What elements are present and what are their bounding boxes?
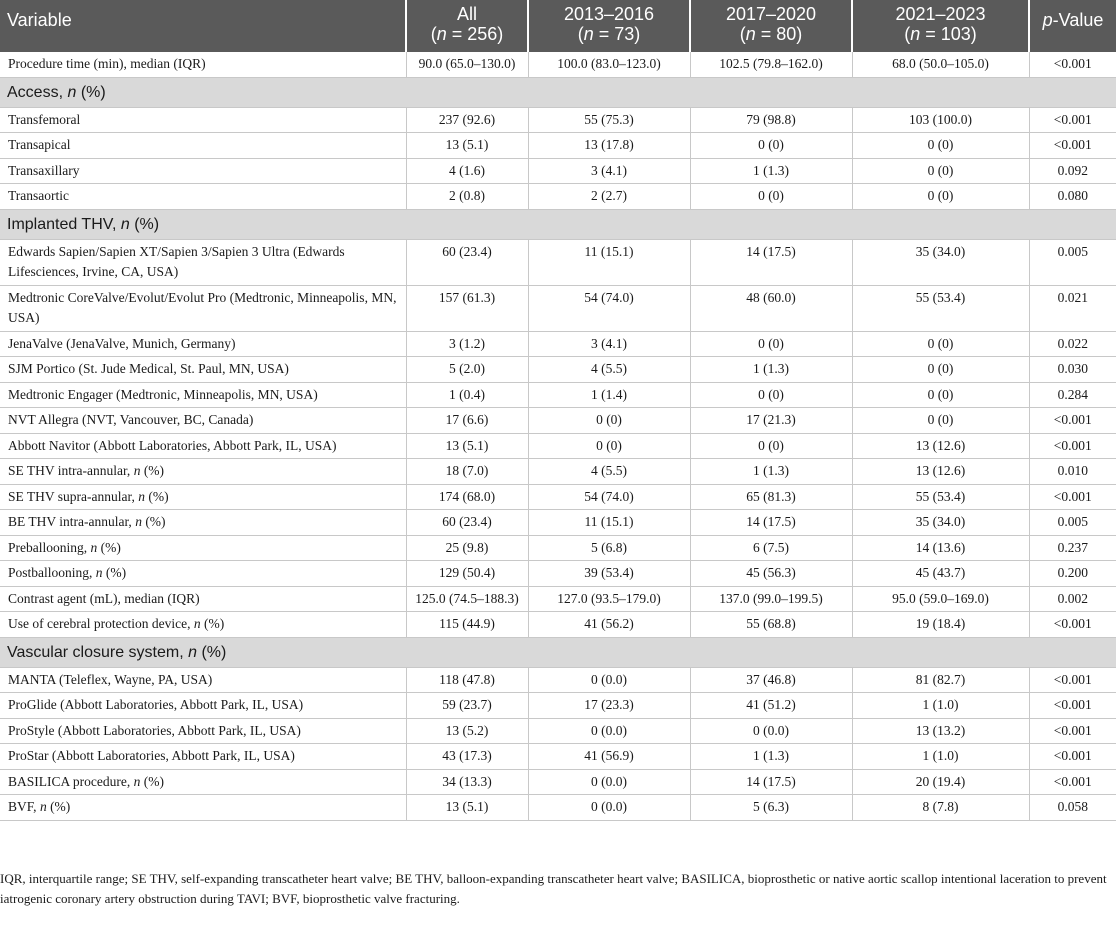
value-all: 13 (5.1): [406, 795, 528, 821]
value-2017-2020: 0 (0): [690, 133, 852, 159]
value-p: 0.022: [1029, 331, 1116, 357]
value-2017-2020: 102.5 (79.8–162.0): [690, 52, 852, 77]
value-2017-2020: 48 (60.0): [690, 285, 852, 331]
value-2021-2023: 0 (0): [852, 408, 1029, 434]
table-row: [0, 433, 1116, 459]
value-all: 115 (44.9): [406, 612, 528, 638]
value-2013-2016: 17 (23.3): [528, 693, 690, 719]
value-p: <0.001: [1029, 693, 1116, 719]
value-2021-2023: 45 (43.7): [852, 561, 1029, 587]
table-row: [0, 667, 1116, 693]
row-label: BE THV intra-annular, n (%): [0, 510, 406, 536]
value-2017-2020: 1 (1.3): [690, 459, 852, 485]
value-2017-2020: 1 (1.3): [690, 158, 852, 184]
table-row: [0, 158, 1116, 184]
value-all: 5 (2.0): [406, 357, 528, 383]
value-all: 25 (9.8): [406, 535, 528, 561]
value-p: <0.001: [1029, 133, 1116, 159]
value-2013-2016: 0 (0.0): [528, 667, 690, 693]
row-label: SE THV supra-annular, n (%): [0, 484, 406, 510]
value-p: 0.237: [1029, 535, 1116, 561]
value-p: 0.058: [1029, 795, 1116, 821]
value-p: 0.005: [1029, 239, 1116, 285]
row-label: BVF, n (%): [0, 795, 406, 821]
table-row: [0, 52, 1116, 77]
row-label: SJM Portico (St. Jude Medical, St. Paul, MN, USA): [0, 357, 406, 383]
value-2013-2016: 4 (5.5): [528, 459, 690, 485]
value-2021-2023: 35 (34.0): [852, 239, 1029, 285]
value-2017-2020: 6 (7.5): [690, 535, 852, 561]
value-2021-2023: 0 (0): [852, 331, 1029, 357]
value-2017-2020: 14 (17.5): [690, 239, 852, 285]
section-row-access-n: [0, 77, 1116, 107]
row-label: Procedure time (min), median (IQR): [0, 52, 406, 77]
value-all: 237 (92.6): [406, 107, 528, 133]
table-row: [0, 744, 1116, 770]
value-all: 125.0 (74.5–188.3): [406, 586, 528, 612]
row-label: Transaortic: [0, 184, 406, 210]
row-label: Use of cerebral protection device, n (%): [0, 612, 406, 638]
table-row: [0, 612, 1116, 638]
value-all: 59 (23.7): [406, 693, 528, 719]
value-p: <0.001: [1029, 52, 1116, 77]
value-2017-2020: 79 (98.8): [690, 107, 852, 133]
value-all: 129 (50.4): [406, 561, 528, 587]
row-label: ProStyle (Abbott Laboratories, Abbott Park, IL, USA): [0, 718, 406, 744]
value-2017-2020: 14 (17.5): [690, 769, 852, 795]
value-2013-2016: 3 (4.1): [528, 158, 690, 184]
table-row: [0, 510, 1116, 536]
value-2021-2023: 19 (18.4): [852, 612, 1029, 638]
row-label: ProStar (Abbott Laboratories, Abbott Park, IL, USA): [0, 744, 406, 770]
value-2017-2020: 14 (17.5): [690, 510, 852, 536]
row-label: Contrast agent (mL), median (IQR): [0, 586, 406, 612]
table-row: [0, 107, 1116, 133]
value-2021-2023: 55 (53.4): [852, 484, 1029, 510]
value-2017-2020: 37 (46.8): [690, 667, 852, 693]
row-label: MANTA (Teleflex, Wayne, PA, USA): [0, 667, 406, 693]
value-2021-2023: 0 (0): [852, 133, 1029, 159]
value-2013-2016: 0 (0): [528, 408, 690, 434]
value-2017-2020: 1 (1.3): [690, 744, 852, 770]
value-2021-2023: 13 (13.2): [852, 718, 1029, 744]
value-p: <0.001: [1029, 667, 1116, 693]
row-label: Transaxillary: [0, 158, 406, 184]
value-2021-2023: 35 (34.0): [852, 510, 1029, 536]
row-label: ProGlide (Abbott Laboratories, Abbott Park, IL, USA): [0, 693, 406, 719]
table-row: [0, 285, 1116, 331]
row-label: JenaValve (JenaValve, Munich, Germany): [0, 331, 406, 357]
table-row: [0, 331, 1116, 357]
value-p: <0.001: [1029, 769, 1116, 795]
value-all: 18 (7.0): [406, 459, 528, 485]
header-col-2013-2016: 2013–2016 (n = 73): [528, 0, 690, 52]
value-p: <0.001: [1029, 433, 1116, 459]
header-variable: Variable: [0, 0, 406, 52]
row-label: SE THV intra-annular, n (%): [0, 459, 406, 485]
value-p: 0.030: [1029, 357, 1116, 383]
value-2013-2016: 4 (5.5): [528, 357, 690, 383]
value-2017-2020: 17 (21.3): [690, 408, 852, 434]
value-2013-2016: 3 (4.1): [528, 331, 690, 357]
row-label: Transapical: [0, 133, 406, 159]
row-label: Medtronic CoreValve/Evolut/Evolut Pro (Medtronic, Minneapolis, MN, USA): [0, 285, 406, 331]
value-p: <0.001: [1029, 408, 1116, 434]
row-label: NVT Allegra (NVT, Vancouver, BC, Canada): [0, 408, 406, 434]
value-all: 1 (0.4): [406, 382, 528, 408]
value-2013-2016: 11 (15.1): [528, 510, 690, 536]
section-row-vascular-closure-system-n: [0, 637, 1116, 667]
table-row: [0, 795, 1116, 821]
value-p: <0.001: [1029, 107, 1116, 133]
value-all: 60 (23.4): [406, 239, 528, 285]
value-2013-2016: 0 (0): [528, 433, 690, 459]
value-2017-2020: 137.0 (99.0–199.5): [690, 586, 852, 612]
value-2021-2023: 13 (12.6): [852, 459, 1029, 485]
value-2017-2020: 65 (81.3): [690, 484, 852, 510]
value-2021-2023: 0 (0): [852, 158, 1029, 184]
value-all: 60 (23.4): [406, 510, 528, 536]
value-2017-2020: 0 (0): [690, 184, 852, 210]
value-2017-2020: 0 (0): [690, 382, 852, 408]
value-2021-2023: 95.0 (59.0–169.0): [852, 586, 1029, 612]
value-2013-2016: 2 (2.7): [528, 184, 690, 210]
value-p: 0.200: [1029, 561, 1116, 587]
value-2017-2020: 0 (0): [690, 433, 852, 459]
value-all: 2 (0.8): [406, 184, 528, 210]
value-p: 0.092: [1029, 158, 1116, 184]
value-p: <0.001: [1029, 718, 1116, 744]
value-2013-2016: 39 (53.4): [528, 561, 690, 587]
value-all: 90.0 (65.0–130.0): [406, 52, 528, 77]
value-2021-2023: 14 (13.6): [852, 535, 1029, 561]
value-2013-2016: 55 (75.3): [528, 107, 690, 133]
value-2013-2016: 54 (74.0): [528, 484, 690, 510]
section-label: Access, n (%): [0, 77, 1116, 107]
header-col-2017-2020: 2017–2020 (n = 80): [690, 0, 852, 52]
value-p: <0.001: [1029, 744, 1116, 770]
value-2013-2016: 41 (56.9): [528, 744, 690, 770]
table-footnote: IQR, interquartile range; SE THV, self-expanding transcatheter heart valve; BE THV, balloon-expanding transcatheter heart valve; BASILICA, bioprosthetic or native aortic scallop intentional laceration to prevent iatrogenic coronary artery obstruction during TAVI; BVF, bioprosthetic valve fracturing.: [0, 871, 1107, 906]
value-p: 0.002: [1029, 586, 1116, 612]
value-2021-2023: 0 (0): [852, 357, 1029, 383]
value-2021-2023: 81 (82.7): [852, 667, 1029, 693]
table-row: [0, 239, 1116, 285]
value-2017-2020: 0 (0): [690, 331, 852, 357]
value-all: 3 (1.2): [406, 331, 528, 357]
header-p-value: p-Value: [1029, 0, 1116, 52]
value-2013-2016: 100.0 (83.0–123.0): [528, 52, 690, 77]
value-2021-2023: 103 (100.0): [852, 107, 1029, 133]
table-body: [0, 52, 1116, 820]
value-2021-2023: 55 (53.4): [852, 285, 1029, 331]
value-all: 4 (1.6): [406, 158, 528, 184]
table-row: [0, 459, 1116, 485]
value-p: <0.001: [1029, 612, 1116, 638]
row-label: Abbott Navitor (Abbott Laboratories, Abbott Park, IL, USA): [0, 433, 406, 459]
value-2017-2020: 45 (56.3): [690, 561, 852, 587]
row-label: BASILICA procedure, n (%): [0, 769, 406, 795]
value-p: 0.005: [1029, 510, 1116, 536]
value-2013-2016: 11 (15.1): [528, 239, 690, 285]
value-p: 0.080: [1029, 184, 1116, 210]
value-p: 0.021: [1029, 285, 1116, 331]
value-all: 157 (61.3): [406, 285, 528, 331]
table-row: [0, 535, 1116, 561]
value-p: <0.001: [1029, 484, 1116, 510]
table-header-row: [0, 0, 1116, 52]
value-2013-2016: 0 (0.0): [528, 718, 690, 744]
table-row: [0, 561, 1116, 587]
value-2013-2016: 1 (1.4): [528, 382, 690, 408]
table-row: [0, 693, 1116, 719]
value-all: 118 (47.8): [406, 667, 528, 693]
row-label: Medtronic Engager (Medtronic, Minneapolis, MN, USA): [0, 382, 406, 408]
table-row: [0, 718, 1116, 744]
value-all: 34 (13.3): [406, 769, 528, 795]
value-2021-2023: 1 (1.0): [852, 693, 1029, 719]
value-p: 0.010: [1029, 459, 1116, 485]
table-row: [0, 357, 1116, 383]
value-all: 17 (6.6): [406, 408, 528, 434]
header-col-all: All (n = 256): [406, 0, 528, 52]
row-label: Transfemoral: [0, 107, 406, 133]
value-2013-2016: 0 (0.0): [528, 795, 690, 821]
value-2013-2016: 54 (74.0): [528, 285, 690, 331]
table-row: [0, 133, 1116, 159]
value-2017-2020: 1 (1.3): [690, 357, 852, 383]
value-all: 13 (5.2): [406, 718, 528, 744]
value-2017-2020: 55 (68.8): [690, 612, 852, 638]
value-2017-2020: 41 (51.2): [690, 693, 852, 719]
table-row: [0, 382, 1116, 408]
row-label: Edwards Sapien/Sapien XT/Sapien 3/Sapien 3 Ultra (Edwards Lifesciences, Irvine, CA, USA): [0, 239, 406, 285]
value-2013-2016: 13 (17.8): [528, 133, 690, 159]
value-2021-2023: 1 (1.0): [852, 744, 1029, 770]
table-row: [0, 586, 1116, 612]
row-label: Postballooning, n (%): [0, 561, 406, 587]
table-row: [0, 769, 1116, 795]
value-2021-2023: 68.0 (50.0–105.0): [852, 52, 1029, 77]
value-all: 13 (5.1): [406, 133, 528, 159]
value-all: 13 (5.1): [406, 433, 528, 459]
section-label: Vascular closure system, n (%): [0, 637, 1116, 667]
value-2013-2016: 5 (6.8): [528, 535, 690, 561]
value-all: 43 (17.3): [406, 744, 528, 770]
value-2017-2020: 5 (6.3): [690, 795, 852, 821]
section-label: Implanted THV, n (%): [0, 209, 1116, 239]
value-2013-2016: 41 (56.2): [528, 612, 690, 638]
value-2021-2023: 0 (0): [852, 184, 1029, 210]
value-2021-2023: 20 (19.4): [852, 769, 1029, 795]
table-row: [0, 484, 1116, 510]
value-2021-2023: 13 (12.6): [852, 433, 1029, 459]
table-row: [0, 184, 1116, 210]
value-2013-2016: 127.0 (93.5–179.0): [528, 586, 690, 612]
value-2017-2020: 0 (0.0): [690, 718, 852, 744]
section-row-implanted-thv-n: [0, 209, 1116, 239]
header-col-2021-2023: 2021–2023 (n = 103): [852, 0, 1029, 52]
value-2021-2023: 0 (0): [852, 382, 1029, 408]
value-2021-2023: 8 (7.8): [852, 795, 1029, 821]
row-label: Preballooning, n (%): [0, 535, 406, 561]
value-all: 174 (68.0): [406, 484, 528, 510]
value-p: 0.284: [1029, 382, 1116, 408]
table-row: [0, 408, 1116, 434]
value-2013-2016: 0 (0.0): [528, 769, 690, 795]
